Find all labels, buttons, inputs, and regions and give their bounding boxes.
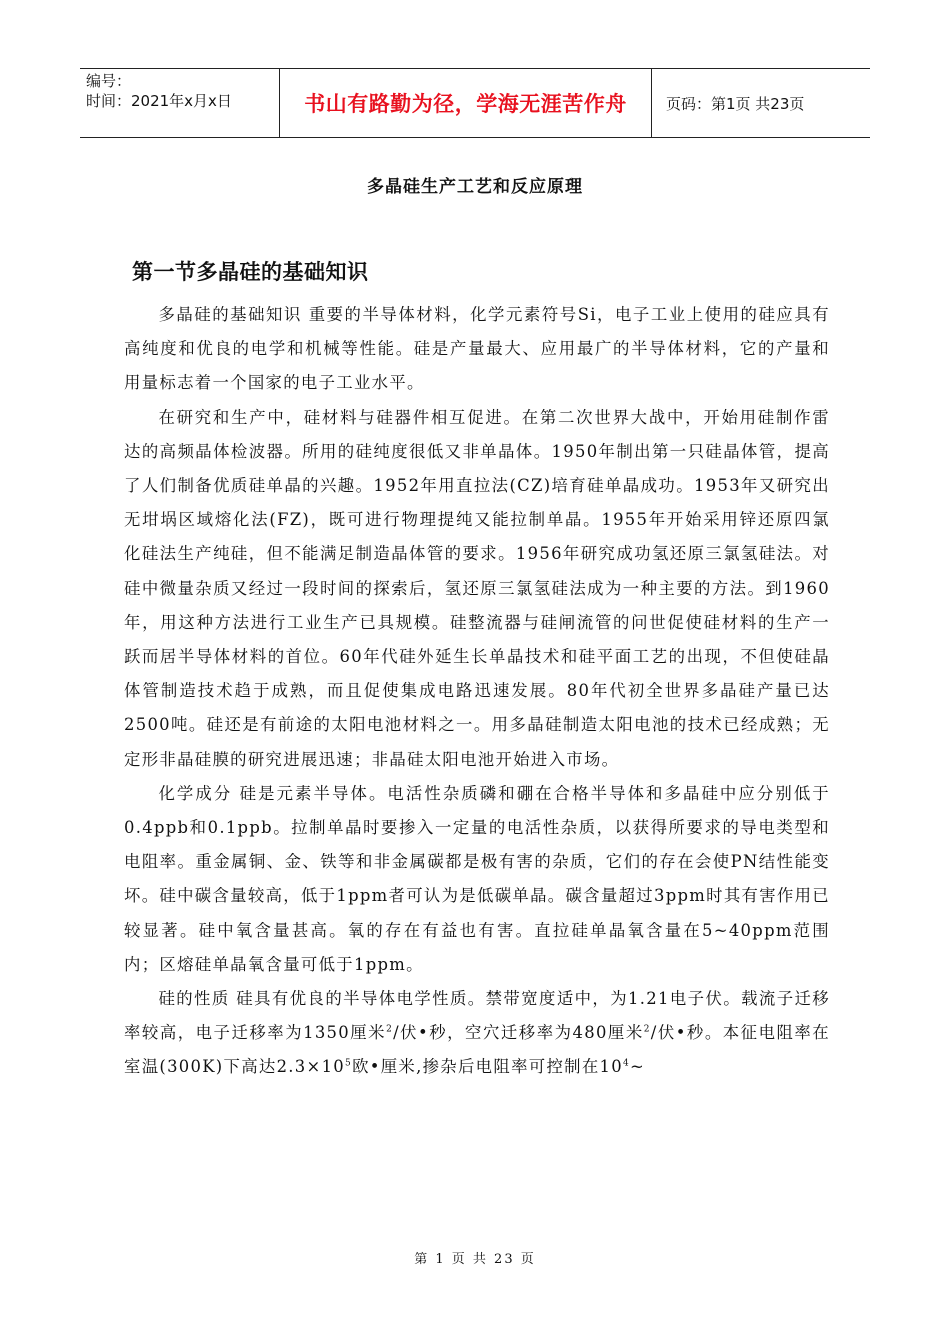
paragraph-basics: 多晶硅的基础知识 重要的半导体材料，化学元素符号Si，电子工业上使用的硅应具有高纯度和优良的电学和机械等性能。硅是产量最大、应用最广的半导体材料，它的产量和用量标志着一个国家的电子工业水平。 (124, 305, 830, 393)
page-footer: 第 1 页 共 23 页 (414, 1252, 536, 1267)
superscript: 5 (345, 1059, 353, 1069)
text-run: /伏•秒，空穴迁移率为480厘米 (393, 1023, 644, 1043)
superscript: 2 (386, 1024, 394, 1035)
paragraph-chemical-composition: 化学成分 硅是元素半导体。电活性杂质磷和硼在合格半导体和多晶硅中应分别低于0.4ppb和0.1ppb。拉制单晶时要掺入一定量的电活性杂质，以获得所要求的导电类型和电阻率。重金属铜、金、铁等和非金属碳都是极有害的杂质，它们的存在会使PN结性能变坏。硅中碳含量较高，低于1ppm者可认为是低碳单晶。碳含量超过3ppm时其有害作用已较显著。硅中氧含量甚高。氧的存在有益也有害。直拉硅单晶氧含量在5~40ppm范围内；区熔硅单晶氧含量可低于1ppm。 (124, 783, 830, 974)
paragraph-silicon-properties (124, 982, 830, 1085)
paragraph-history: 在研究和生产中，硅材料与硅器件相互促进。在第二次世界大战中，开始用硅制作雷达的高频晶体检波器。所用的硅纯度很低又非单晶体。1950年制出第一只硅晶体管，提高了人们制备优质硅单晶的兴趣。1952年用直拉法(CZ)培育硅单晶成功。1953年又研究出无坩埚区域熔化法(FZ)，既可进行物理提纯又能拉制单晶。1955年开始采用锌还原四氯化硅法生产纯硅，但不能满足制造晶体管的要求。1956年研究成功氢还原三氯氢硅法。对硅中微量杂质又经过一段时间的探索后，氢还原三氯氢硅法成为一种主要的方法。到1960年，用这种方法进行工业生产已具规模。硅整流器与硅闸流管的问世促使硅材料的生产一跃而居半导体材料的首位。60年代硅外延生长单晶技术和硅平面工艺的出现，不但使硅晶体管制造技术趋于成熟，而且促使集成电路迅速发展。80年代初全世界多晶硅产量已达2500吨。硅还是有前途的太阳电池材料之一。用多晶硅制造太阳电池的技术已经成熟；无定形非晶硅膜的研究进展迅速；非晶硅太阳电池开始进入市场。 (124, 407, 830, 769)
document-title: 多晶硅生产工艺和反应原理 (367, 177, 583, 197)
body-text (124, 298, 830, 1085)
text-run: 硅的性质 硅具有优良的半导体电学性质。禁带宽度适中，为1.21电子伏。载流子迁移率较高，电子迁移率为1350厘米 (124, 989, 830, 1043)
superscript: 4 (622, 1059, 631, 1069)
text-run: ~ (630, 1057, 646, 1077)
text-run: /伏•秒。本征电阻率在室温(300K)下高达2.3×10 (124, 1023, 830, 1077)
document-number-label: 编号： (86, 72, 132, 90)
superscript: 2 (643, 1024, 651, 1035)
section-title: 第一节多晶硅的基础知识 (132, 260, 369, 284)
header-page-label: 页码：第1页 共23页 (666, 94, 805, 113)
header-meta-cell (80, 69, 280, 137)
document-date-label: 时间：2021年x月x日 (86, 92, 232, 110)
text-run: 欧•厘米,掺杂后电阻率可控制在10 (352, 1057, 623, 1077)
header-table (80, 68, 870, 138)
header-motto: 书山有路勤为径，学海无涯苦作舟 (280, 69, 652, 137)
